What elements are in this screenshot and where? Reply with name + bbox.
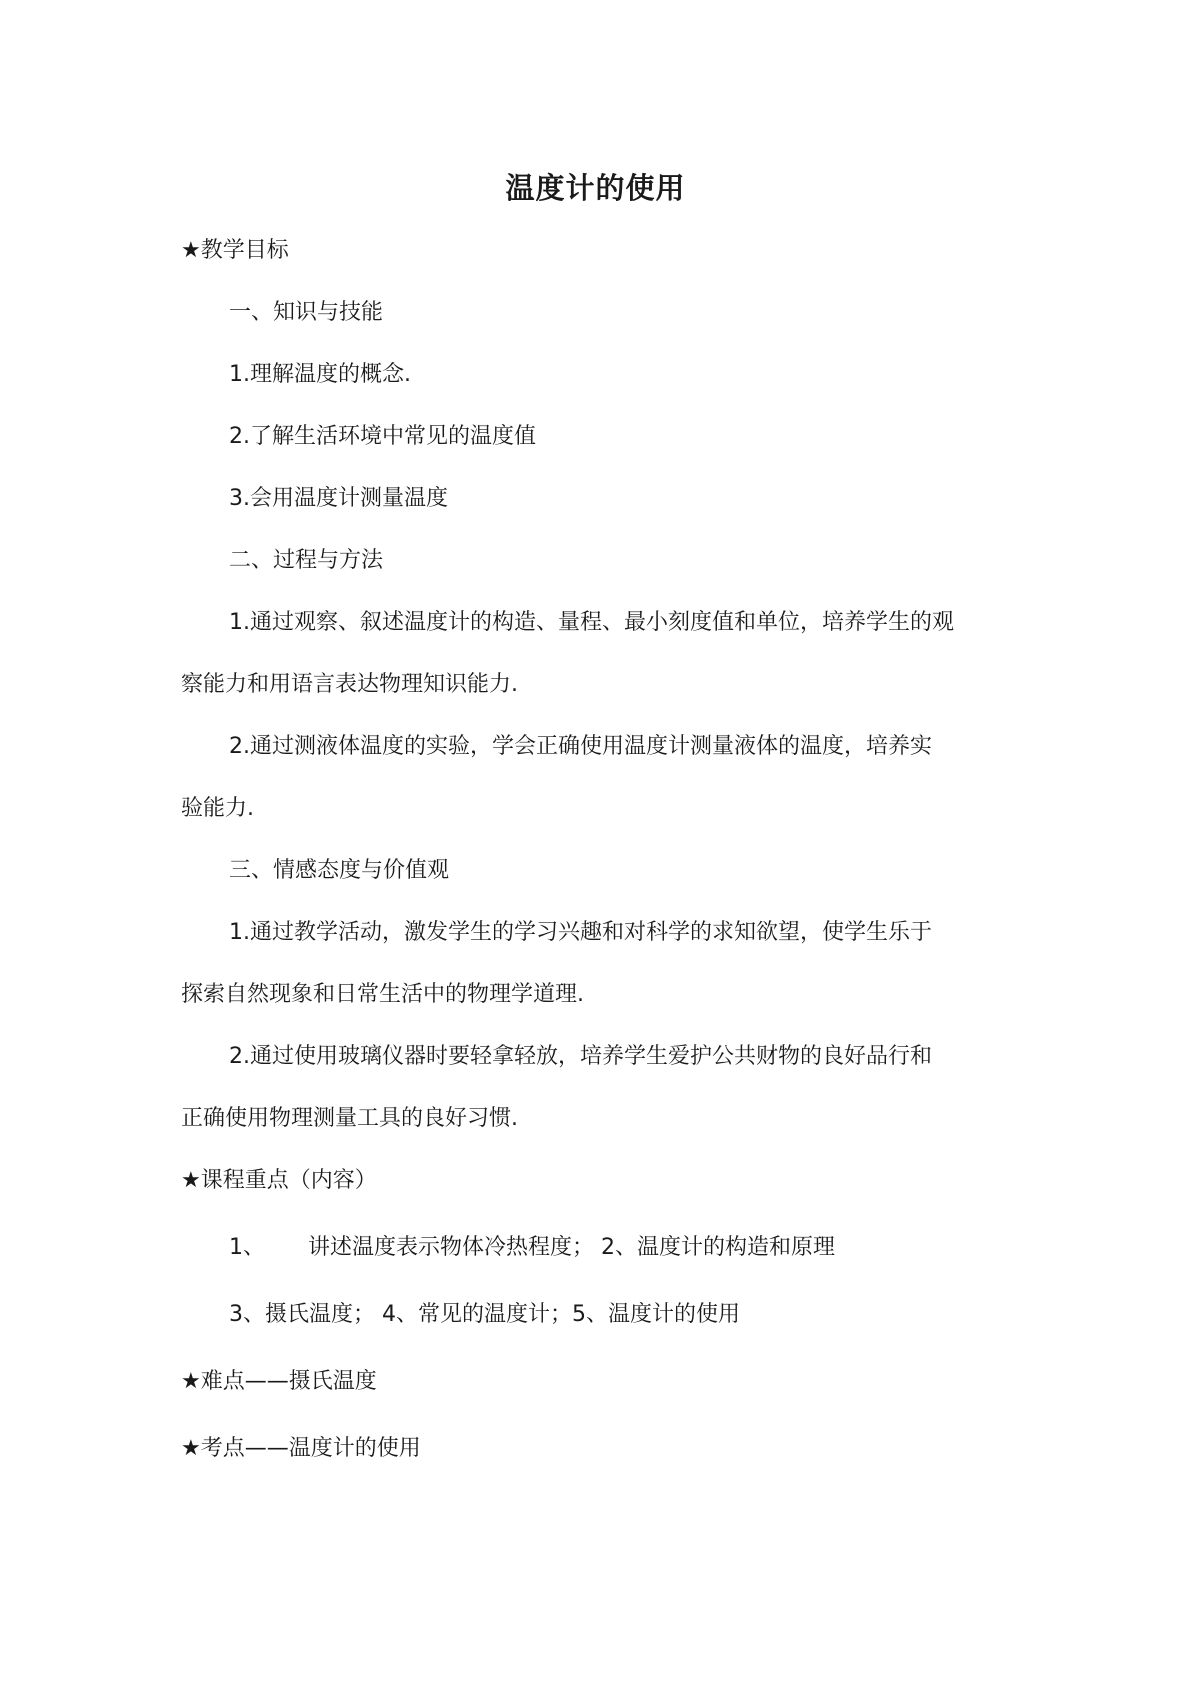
key-points-row-1-text: 讲述温度表示物体冷热程度； 2、温度计的构造和原理 (308, 1235, 835, 1260)
emotion-item-1-line-1: 1.通过教学活动，激发学生的学习兴趣和对科学的求知欲望，使学生乐于 (229, 920, 932, 945)
knowledge-item-3: 3.会用温度计测量温度 (229, 486, 448, 511)
knowledge-heading: 一、知识与技能 (229, 300, 384, 325)
objectives-heading: ★教学目标 (181, 238, 289, 263)
process-item-1-line-2: 察能力和用语言表达物理知识能力. (181, 672, 518, 697)
emotion-item-2-line-1: 2.通过使用玻璃仪器时要轻拿轻放，培养学生爱护公共财物的良好品行和 (229, 1044, 932, 1069)
knowledge-item-1: 1.理解温度的概念. (229, 362, 411, 387)
exam-point-line: ★考点——温度计的使用 (181, 1436, 421, 1461)
emotion-item-2-line-2: 正确使用物理测量工具的良好习惯. (181, 1106, 518, 1131)
knowledge-item-2: 2.了解生活环境中常见的温度值 (229, 424, 536, 449)
key-points-row-1-number: 1、 (229, 1235, 265, 1260)
emotion-heading: 三、情感态度与价值观 (229, 858, 450, 883)
page-title: 温度计的使用 (505, 171, 686, 205)
process-item-1-line-1: 1.通过观察、叙述温度计的构造、量程、最小刻度值和单位，培养学生的观 (229, 610, 954, 635)
key-points-heading: ★课程重点（内容） (181, 1168, 377, 1193)
emotion-item-1-line-2: 探索自然现象和日常生活中的物理学道理. (181, 982, 584, 1007)
key-points-row-2: 3、摄氏温度； 4、常见的温度计；5、温度计的使用 (229, 1302, 740, 1327)
process-item-2-line-2: 验能力. (181, 796, 254, 821)
process-heading: 二、过程与方法 (229, 548, 384, 573)
difficulty-line: ★难点——摄氏温度 (181, 1369, 377, 1394)
process-item-2-line-1: 2.通过测液体温度的实验，学会正确使用温度计测量液体的温度，培养实 (229, 734, 932, 759)
